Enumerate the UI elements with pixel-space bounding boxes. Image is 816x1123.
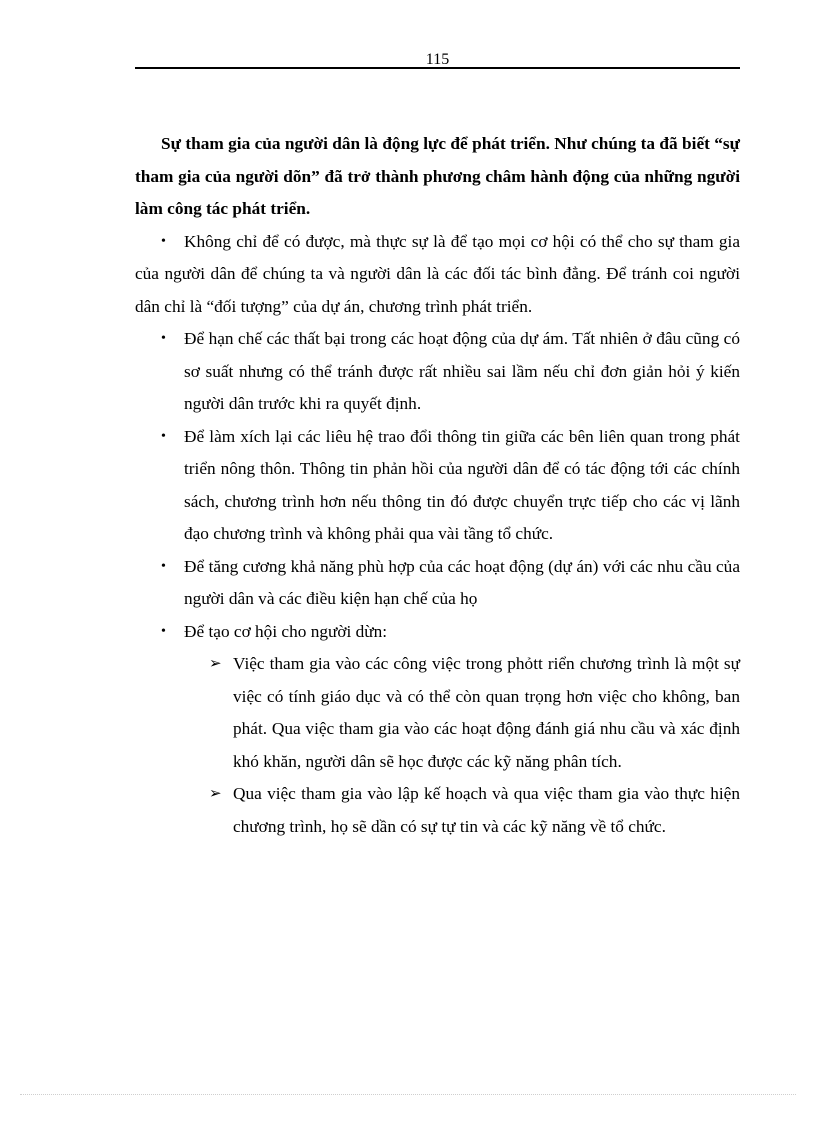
bullet-icon: • bbox=[161, 558, 166, 574]
bullet-icon: • bbox=[161, 428, 166, 444]
bullet-item bbox=[135, 551, 740, 616]
sub-bullet-text: Việc tham gia vào các công việc trong phỏtt riển chương trình là một sự việc có tính giáo dục và có thể còn quan trọng hơn việc cho không, ban phát. Qua việc tham gia vào các hoạt động đánh giá nhu cầu và xác định khó khăn, người dân sẽ học được các kỹ năng phân tích. bbox=[233, 654, 740, 771]
sub-bullet-list bbox=[135, 648, 740, 843]
bullet-item bbox=[135, 421, 740, 551]
bullet-icon: • bbox=[161, 331, 166, 346]
sub-bullet-text: Qua việc tham gia vào lập kế hoạch và qua việc tham gia vào thực hiện chương trình, họ sẽ dần có sự tự tin và các kỹ năng về tổ chức. bbox=[233, 784, 740, 836]
bullet-text: Để hạn chế các thất bại trong các hoạt động của dự ám. Tất nhiên ở đâu cũng có sơ suất nhưng có thể tránh được rất nhiều sai lầm nếu chỉ đơn giản hỏi ý kiến người dân trước khi ra quyết định. bbox=[184, 329, 740, 413]
bullet-text: Không chỉ để có được, mà thực sự là để tạo mọi cơ hội có thể cho sự tham gia của người dân để chúng ta và người dân là các đối tác bình đẳng. Để tránh coi người dân chỉ là “đối tượng” của dự án, chương trình phát triển. bbox=[135, 231, 740, 316]
sub-bullet-item bbox=[135, 648, 740, 778]
bullet-list bbox=[135, 226, 740, 649]
sub-bullet-item bbox=[135, 778, 740, 843]
bullet-icon: • bbox=[161, 233, 166, 249]
bullet-item bbox=[135, 616, 740, 649]
bullet-text: Để tạo cơ hội cho người dừn: bbox=[184, 621, 388, 641]
header-rule bbox=[135, 67, 740, 69]
bullet-item bbox=[135, 323, 740, 421]
intro-paragraph: Sự tham gia của người dân là động lực để phát triển. Như chúng ta đã biết “sự tham gia của người dõn” đã trở thành phương châm hành động của những người làm công tác phát triển. bbox=[135, 134, 740, 218]
bullet-icon: • bbox=[161, 623, 166, 639]
footer-rule bbox=[20, 1094, 796, 1095]
bullet-text: Để tăng cương khả năng phù hợp của các hoạt động (dự án) với các nhu cầu của người dân và các điều kiện hạn chế của họ bbox=[184, 556, 740, 608]
arrow-bullet-icon: ➢ bbox=[209, 656, 222, 672]
document-body bbox=[135, 128, 740, 843]
arrow-bullet-icon: ➢ bbox=[209, 786, 222, 802]
page-number: 115 bbox=[425, 51, 450, 68]
bullet-text: Để làm xích lại các liêu hệ trao đổi thông tin giữa các bên liên quan trong phát triển nông thôn. Thông tin phản hồi của người dân để có tác động tới các chính sách, chương trình hơn nếu thông tin đó được chuyển trực tiếp cho các vị lãnh đạo chương trình và không phải qua vài tầng tổ chức. bbox=[184, 426, 740, 543]
bullet-item bbox=[135, 226, 740, 324]
